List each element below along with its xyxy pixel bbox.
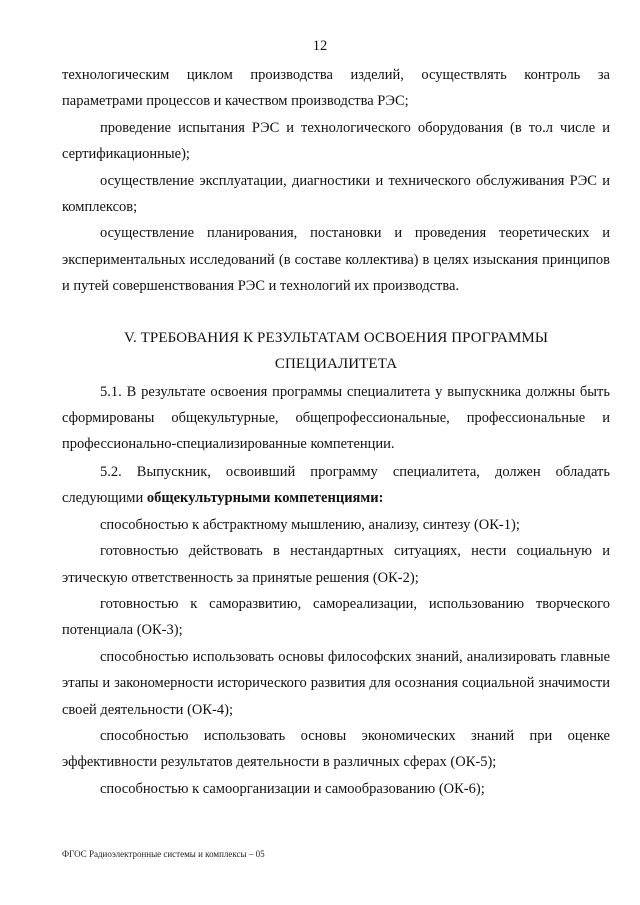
competency-ok-2: готовностью действовать в нестандартных ситуациях, нести социальную и этическую ответственность за принятые решения (ОК-2);	[62, 543, 610, 586]
competency-ok-3: готовностью к саморазвитию, самореализации, использованию творческого потенциала (ОК-3);	[62, 595, 610, 639]
paragraph-continuation: технологическим циклом производства изделий, осуществлять контроль за параметрами процессов и качеством производства РЭС;	[62, 67, 610, 110]
paragraph-testing: проведение испытания РЭС и технологического оборудования (в то.л числе и сертификационные);	[62, 119, 610, 163]
section-heading-line1: V. ТРЕБОВАНИЯ К РЕЗУЛЬТАТАМ ОСВОЕНИЯ ПРОГРАММЫ	[123, 329, 549, 346]
section-heading-line2: СПЕЦИАЛИТЕТА	[274, 355, 398, 372]
competency-ok-6: способностью к самоорганизации и самообразованию (ОК-6);	[100, 780, 485, 797]
document-body	[62, 62, 610, 802]
section-heading	[62, 325, 610, 377]
page-footer: ФГОС Радиоэлектронные системы и комплексы – 05	[62, 849, 265, 859]
paragraph-operation: осуществление эксплуатации, диагностики и технического обслуживания РЭС и комплексов;	[62, 172, 610, 216]
competency-ok-4: способностью использовать основы философских знаний, анализировать главные этапы и закономерности исторического развития для осознания социальной значимости своей деятельности (ОК-4);	[62, 648, 610, 718]
clause-5-2	[62, 459, 610, 512]
clause-5-1: 5.1. В результате освоения программы специалитета у выпускника должны быть сформированы общекультурные, общепрофессиональные, профессиональные и профессионально-специализированные компетенции.	[62, 383, 610, 453]
competency-ok-1: способностью к абстрактному мышлению, анализу, синтезу (ОК-1);	[100, 516, 520, 533]
clause-5-2-bold: общекультурными компетенциями:	[146, 490, 384, 507]
page-number: 12	[312, 38, 328, 54]
clause-5-2-lead: 5.2. Выпускник, освоивший программу специалитета, должен обладать следующими	[62, 463, 610, 507]
competency-ok-5: способностью использовать основы экономических знаний при оценке эффективности результатов деятельности в различных сферах (ОК-5);	[62, 727, 610, 771]
paragraph-research: осуществление планирования, постановки и проведения теоретических и экспериментальных исследований (в составе коллектива) в целях изыскания принципов и путей совершенствования РЭС и технологий их производства.	[62, 225, 610, 295]
